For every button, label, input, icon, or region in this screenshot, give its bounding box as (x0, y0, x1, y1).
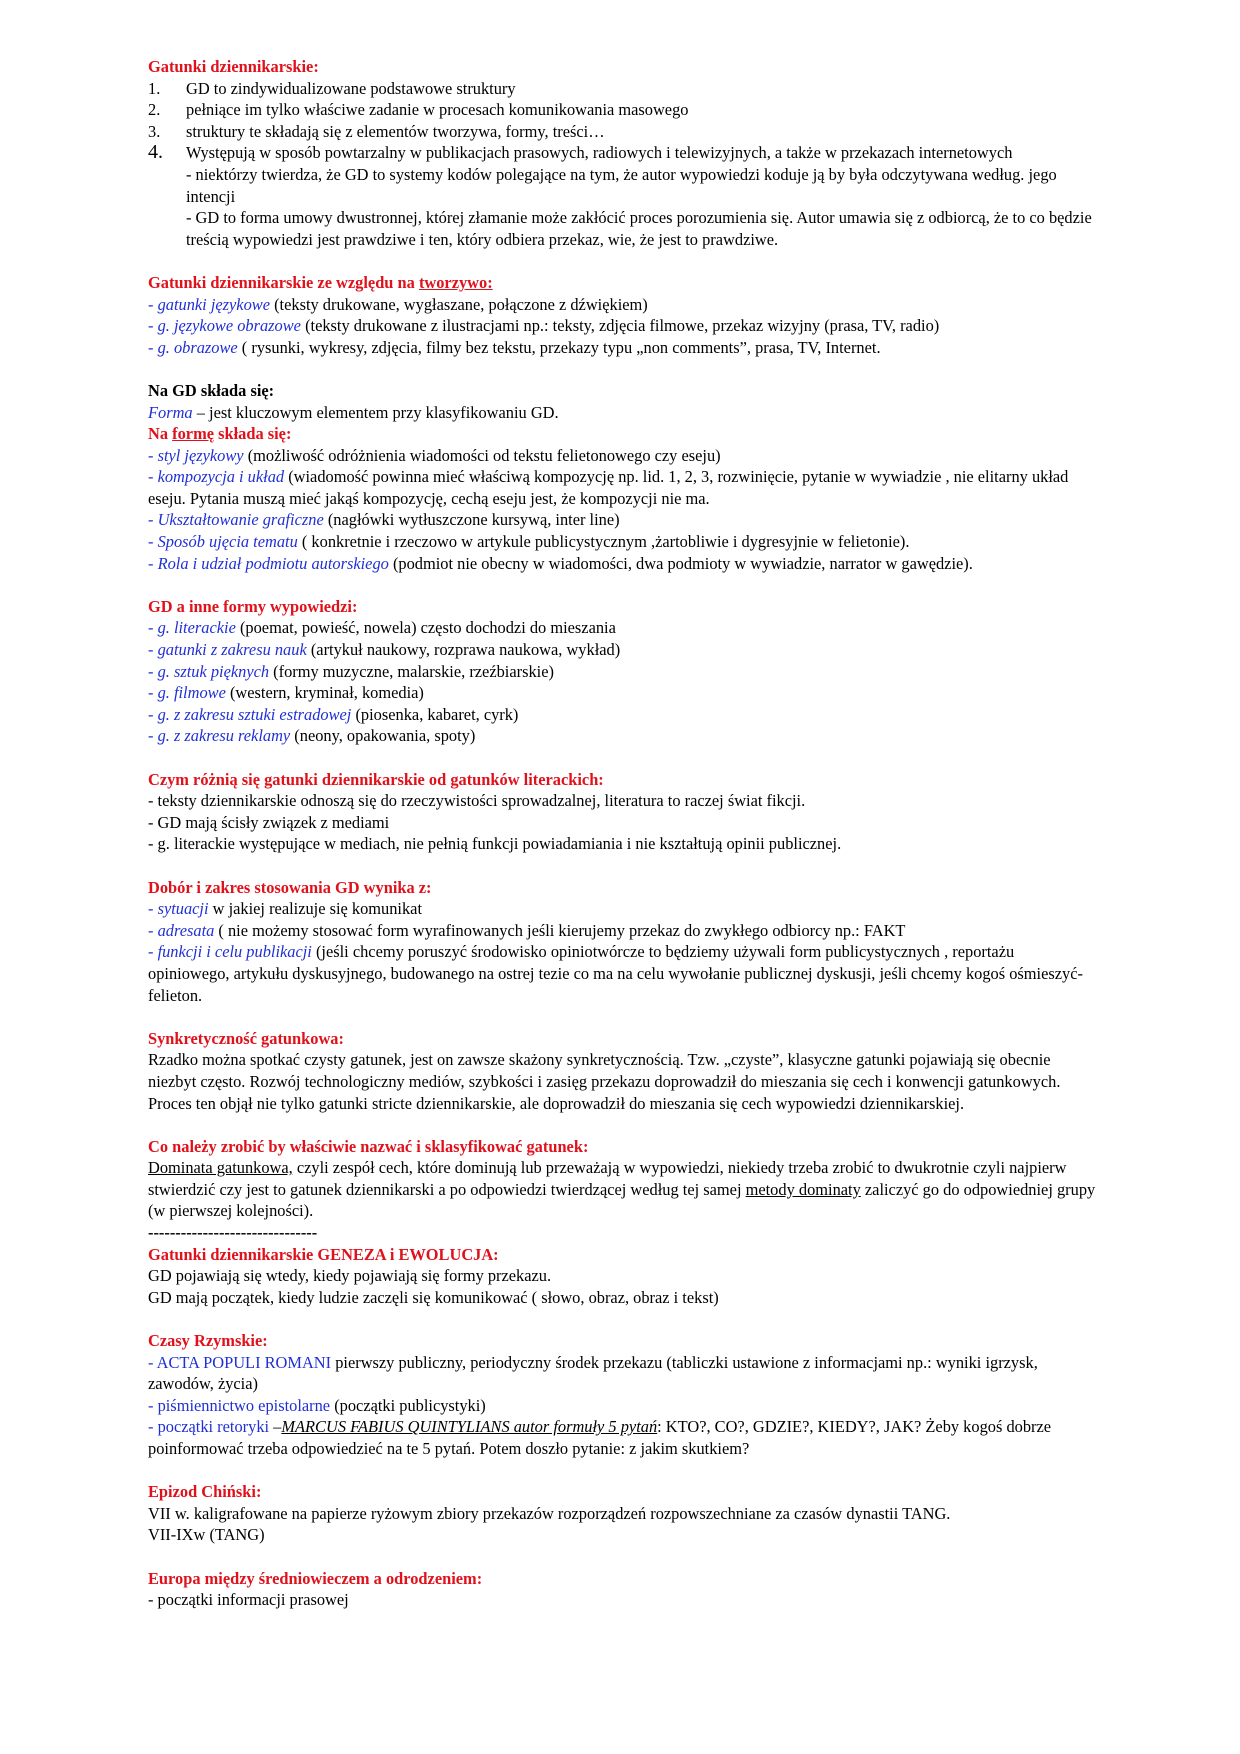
heading-na-gd: Na GD składa się: (148, 380, 275, 400)
list-number: 3. (148, 121, 161, 141)
list-item: - g. z zakresu sztuki estradowej (piosenka, kabaret, cyrk) (148, 704, 519, 724)
list-number: 1. (148, 78, 161, 98)
list-item: - g. językowe obrazowe (teksty drukowane z ilustracjami np.: teksty, zdjęcia filmowe, przekaz wizyjny (prasa, TV, radio) (148, 316, 940, 336)
list-number: 4. (148, 141, 163, 164)
list-number: 2. (148, 100, 161, 120)
heading-inne-formy: GD a inne formy wypowiedzi: (148, 596, 358, 616)
list-item: - Rola i udział podmiotu autorskiego (podmiot nie obecny w wiadomości, dwa podmioty w wywiadzie, narrator w gawędzie). (148, 553, 973, 573)
list-item: - gatunki z zakresu nauk (artykuł naukowy, rozprawa naukowa, wykład) (148, 640, 621, 660)
list-item (148, 141, 1098, 164)
list-item: - funkcji i celu publikacji (jeśli chcemy poruszyć środowisko opiniotwórcze to będziemy używali form publicystycznych , reportażu opiniowego, artykułu dyskusyjnego, budowanego na ostrej tezie co ma na celu wywołanie publicznej dyskusji, jeśli chcemy kogoś ośmieszyć- felieton. (148, 942, 1083, 1005)
heading-klasyfikacja: Co należy zrobić by właściwie nazwać i sklasyfikować gatunek: (148, 1136, 589, 1156)
list-item: - g. literackie (poemat, powieść, nowela) często dochodzi do mieszania (148, 618, 616, 638)
list-item: - piśmiennictwo epistolarne (początki publicystyki) (148, 1395, 486, 1415)
heading-gatunki-dziennikarskie: Gatunki dziennikarskie: (148, 57, 319, 76)
list-item: - GD mają ścisły związek z mediami (148, 812, 390, 832)
heading-roznice: Czym różnią się gatunki dziennikarskie od gatunków literackich: (148, 769, 604, 789)
list-item: - g. sztuk pięknych (formy muzyczne, malarskie, rzeźbiarskie) (148, 661, 554, 681)
paragraph: GD mają początek, kiedy ludzie zaczęli się komunikować ( słowo, obraz, obraz i tekst) (148, 1287, 719, 1307)
list-item: - gatunki językowe (teksty drukowane, wygłaszane, połączone z dźwiękiem) (148, 294, 648, 314)
list-item: - sytuacji w jakiej realizuje się komunikat (148, 899, 423, 919)
list-item (148, 78, 1098, 100)
list-item: - ACTA POPULI ROMANI pierwszy publiczny, periodyczny środek przekazu (tabliczki ustawione z informacjami np.: wyniki igrzysk, zawodów, życia) (148, 1352, 1038, 1394)
document-page (148, 56, 1098, 1611)
list-item: - początki retoryki –MARCUS FABIUS QUINTYLIANS autor formuły 5 pytań: KTO?, CO?, GDZIE?, KIEDY?, JAK? Żeby kogoś dobrze poinformować trzeba odpowiedzieć na te 5 pytań. Potem doszło pytanie: z jakim skutkiem? (148, 1417, 1052, 1458)
list-item: - g. filmowe (western, kryminał, komedia) (148, 683, 424, 703)
heading-epizod-chinski: Epizod Chiński: (148, 1482, 262, 1502)
list-text: Występują w sposób powtarzalny w publikacjach prasowych, radiowych i telewizyjnych, a także w przekazach internetowych (186, 143, 1013, 163)
list-item: - g. literackie występujące w mediach, nie pełnią funkcji powiadamiania i nie kształtują opinii publicznej. (148, 834, 842, 854)
heading-geneza: Gatunki dziennikarskie GENEZA i EWOLUCJA: (148, 1244, 499, 1264)
paragraph: Forma – jest kluczowym elementem przy klasyfikowaniu GD. (148, 402, 559, 422)
heading-dobor: Dobór i zakres stosowania GD wynika z: (148, 877, 432, 897)
heading-synkretycznosc: Synkretyczność gatunkowa: (148, 1028, 344, 1048)
list-item (148, 121, 1098, 143)
list-item: - g. z zakresu reklamy (neony, opakowania, spoty) (148, 726, 476, 746)
heading-tworzywo: Gatunki dziennikarskie ze względu na tworzywo: (148, 272, 493, 292)
paragraph: GD pojawiają się wtedy, kiedy pojawiają się formy przekazu. (148, 1266, 552, 1286)
list-text: GD to zindywidualizowane podstawowe struktury (186, 78, 516, 98)
list-text: pełniące im tylko właściwe zadanie w procesach komunikowania masowego (186, 100, 689, 120)
paragraph: Dominata gatunkowa, czyli zespół cech, które dominują lub przeważają w wypowiedzi, niekiedy trzeba zrobić to dwukrotnie czyli najpierw stwierdzić czy jest to gatunek dziennikarski a po odpowiedzi twierdzącej według tej samej metody dominaty zaliczyć go do odpowiedniej grupy (w pierwszej kolejności). (148, 1158, 1096, 1221)
list-item: - początki informacji prasowej (148, 1590, 349, 1610)
list-item: - Sposób ujęcia tematu ( konkretnie i rzeczowo w artykule publicystycznym ,żartobliwie i dygresyjnie w felietonie). (148, 532, 910, 552)
list-item: - styl językowy (możliwość odróżnienia wiadomości od tekstu felietonowego czy eseju) (148, 445, 721, 465)
heading-forma: Na formę składa się: (148, 424, 292, 444)
heading-czasy-rzymskie: Czasy Rzymskie: (148, 1331, 268, 1351)
paragraph: VII-IXw (TANG) (148, 1525, 265, 1545)
list-item: - g. obrazowe ( rysunki, wykresy, zdjęcia, filmy bez tekstu, przekazy typu „non comments”, prasa, TV, Internet. (148, 337, 881, 357)
list-item: - Ukształtowanie graficzne (nagłówki wytłuszczone kursywą, inter line) (148, 510, 620, 530)
heading-europa: Europa między średniowieczem a odrodzeniem: (148, 1568, 483, 1588)
divider: ------------------------------- (148, 1223, 318, 1243)
paragraph: - GD to forma umowy dwustronnej, której złamanie może zakłócić proces porozumienia się. Autor umawia się z odbiorcą, że to co będzie treścią wypowiedzi jest prawdziwe i ten, który odbiera przekaz, wie, że jest to prawdziwe. (186, 208, 1092, 249)
list-item: - adresata ( nie możemy stosować form wyrafinowanych jeśli kierujemy przekaz do zwykłego odbiorcy np.: FAKT (148, 920, 906, 940)
paragraph: Rzadko można spotkać czysty gatunek, jest on zawsze skażony synkretycznością. Tzw. „czyste”, klasyczne gatunki pojawiają się obecnie niezbyt często. Rozwój technologiczny mediów, szybkości i zasięg przekazu doprowadził do mieszania się cech i konwencji gatunkowych. Proces ten objął nie tylko gatunki stricte dziennikarskie, ale doprowadził do mieszania się cech wypowiedzi dziennikarskiej. (148, 1050, 1061, 1113)
paragraph: - niektórzy twierdza, że GD to systemy kodów polegające na tym, że autor wypowiedzi koduje ją by była odczytywana według. jego intencji (186, 164, 1057, 206)
list-text: struktury te składają się z elementów tworzywa, formy, treści… (186, 121, 605, 141)
list-item: - teksty dziennikarskie odnoszą się do rzeczywistości sprowadzalnej, literatura to raczej świat fikcji. (148, 791, 806, 811)
numbered-list (148, 78, 1098, 164)
paragraph: VII w. kaligrafowane na papierze ryżowym zbiory przekazów rozporządzeń rozpowszechniane za czasów dynastii TANG. (148, 1503, 951, 1523)
list-item (148, 99, 1098, 121)
list-item: - kompozycja i układ (wiadomość powinna mieć właściwą kompozycję np. lid. 1, 2, 3, rozwinięcie, pytanie w wywiadzie , nie elitarny układ eseju. Pytania muszą mieć jakąś kompozycję, cechą eseju jest, że kompozycji nie ma. (148, 467, 1069, 508)
